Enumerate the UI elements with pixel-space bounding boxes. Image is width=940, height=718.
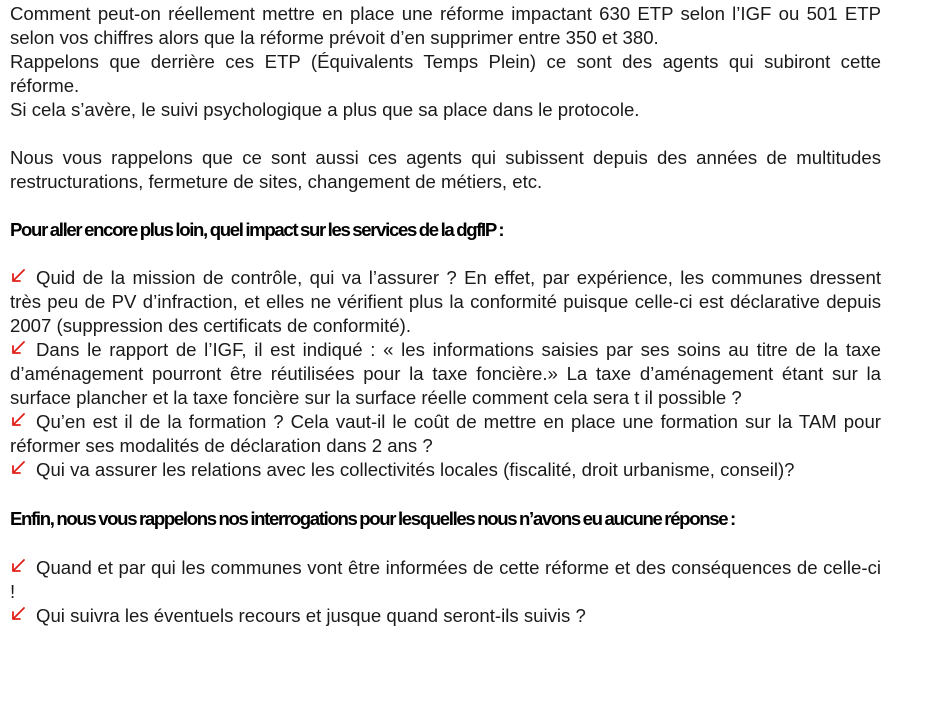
red-arrow-down-left-icon [10, 411, 36, 431]
spacer [10, 242, 881, 266]
bullet-text: Qu’en est il de la formation ? Cela vaut-il le coût de mettre en place une formation sur la TAM pour réformer ses modalités de déclaration dans 2 ans ? [10, 411, 881, 456]
spacer [10, 194, 881, 218]
bullet-item-controle [10, 266, 881, 338]
spacer [10, 482, 881, 506]
paragraph-psychological-followup: Si cela s’avère, le suivi psychologique a plus que sa place dans le protocole. [10, 99, 640, 120]
bullet-text: Quand et par qui les communes vont être informées de cette réforme et des conséquences de celle-ci ! [10, 557, 881, 602]
spacer [10, 122, 881, 146]
section-heading-dgfip-impact: Pour aller encore plus loin, quel impact sur les services de la dgfIP : [10, 219, 504, 240]
spacer [10, 532, 881, 556]
red-arrow-down-left-icon [10, 557, 36, 577]
bullet-item-collectivites [10, 458, 881, 482]
paragraph-etp-agents: Rappelons que derrière ces ETP (Équivalents Temps Plein) ce sont des agents qui subiront cette réforme. [10, 51, 881, 96]
bullet-item-rapport-igf [10, 338, 881, 410]
bullet-text: Qui va assurer les relations avec les collectivités locales (fiscalité, droit urbanisme, conseil)? [36, 459, 795, 480]
document-body [10, 2, 881, 628]
red-arrow-down-left-icon [10, 339, 36, 359]
bullet-text: Quid de la mission de contrôle, qui va l’assurer ? En effet, par expérience, les communes dressent très peu de PV d’infraction, et elles ne vérifient plus la conformité puisque celle-ci est déclarative depuis 2007 (suppression des certificats de conformité). [10, 267, 881, 336]
bullet-text: Dans le rapport de l’IGF, il est indiqué : « les informations saisies par ses soins au titre de la taxe d’aménagement pourront être réutilisées pour la taxe foncière.» La taxe d’aménagement étant sur la surface plancher et la taxe foncière sur la surface réelle comment cela sera t il possible ? [10, 339, 881, 408]
bullet-item-formation [10, 410, 881, 458]
bullet-text: Qui suivra les éventuels recours et jusque quand seront-ils suivis ? [36, 605, 586, 626]
red-arrow-down-left-icon [10, 267, 36, 287]
red-arrow-down-left-icon [10, 605, 36, 625]
section-heading-unanswered-questions: Enfin, nous vous rappelons nos interrogations pour lesquelles nous n’avons eu aucune réponse : [10, 508, 735, 529]
paragraph-restructurations: Nous vous rappelons que ce sont aussi ces agents qui subissent depuis des années de multitudes restructurations, fermeture de sites, changement de métiers, etc. [10, 147, 881, 192]
red-arrow-down-left-icon [10, 459, 36, 479]
bullet-item-communes-informees [10, 556, 881, 604]
paragraph-reform-etp: Comment peut-on réellement mettre en place une réforme impactant 630 ETP selon l’IGF ou 501 ETP selon vos chiffres alors que la réforme prévoit d’en supprimer entre 350 et 380. [10, 3, 881, 48]
bullet-item-recours [10, 604, 881, 628]
